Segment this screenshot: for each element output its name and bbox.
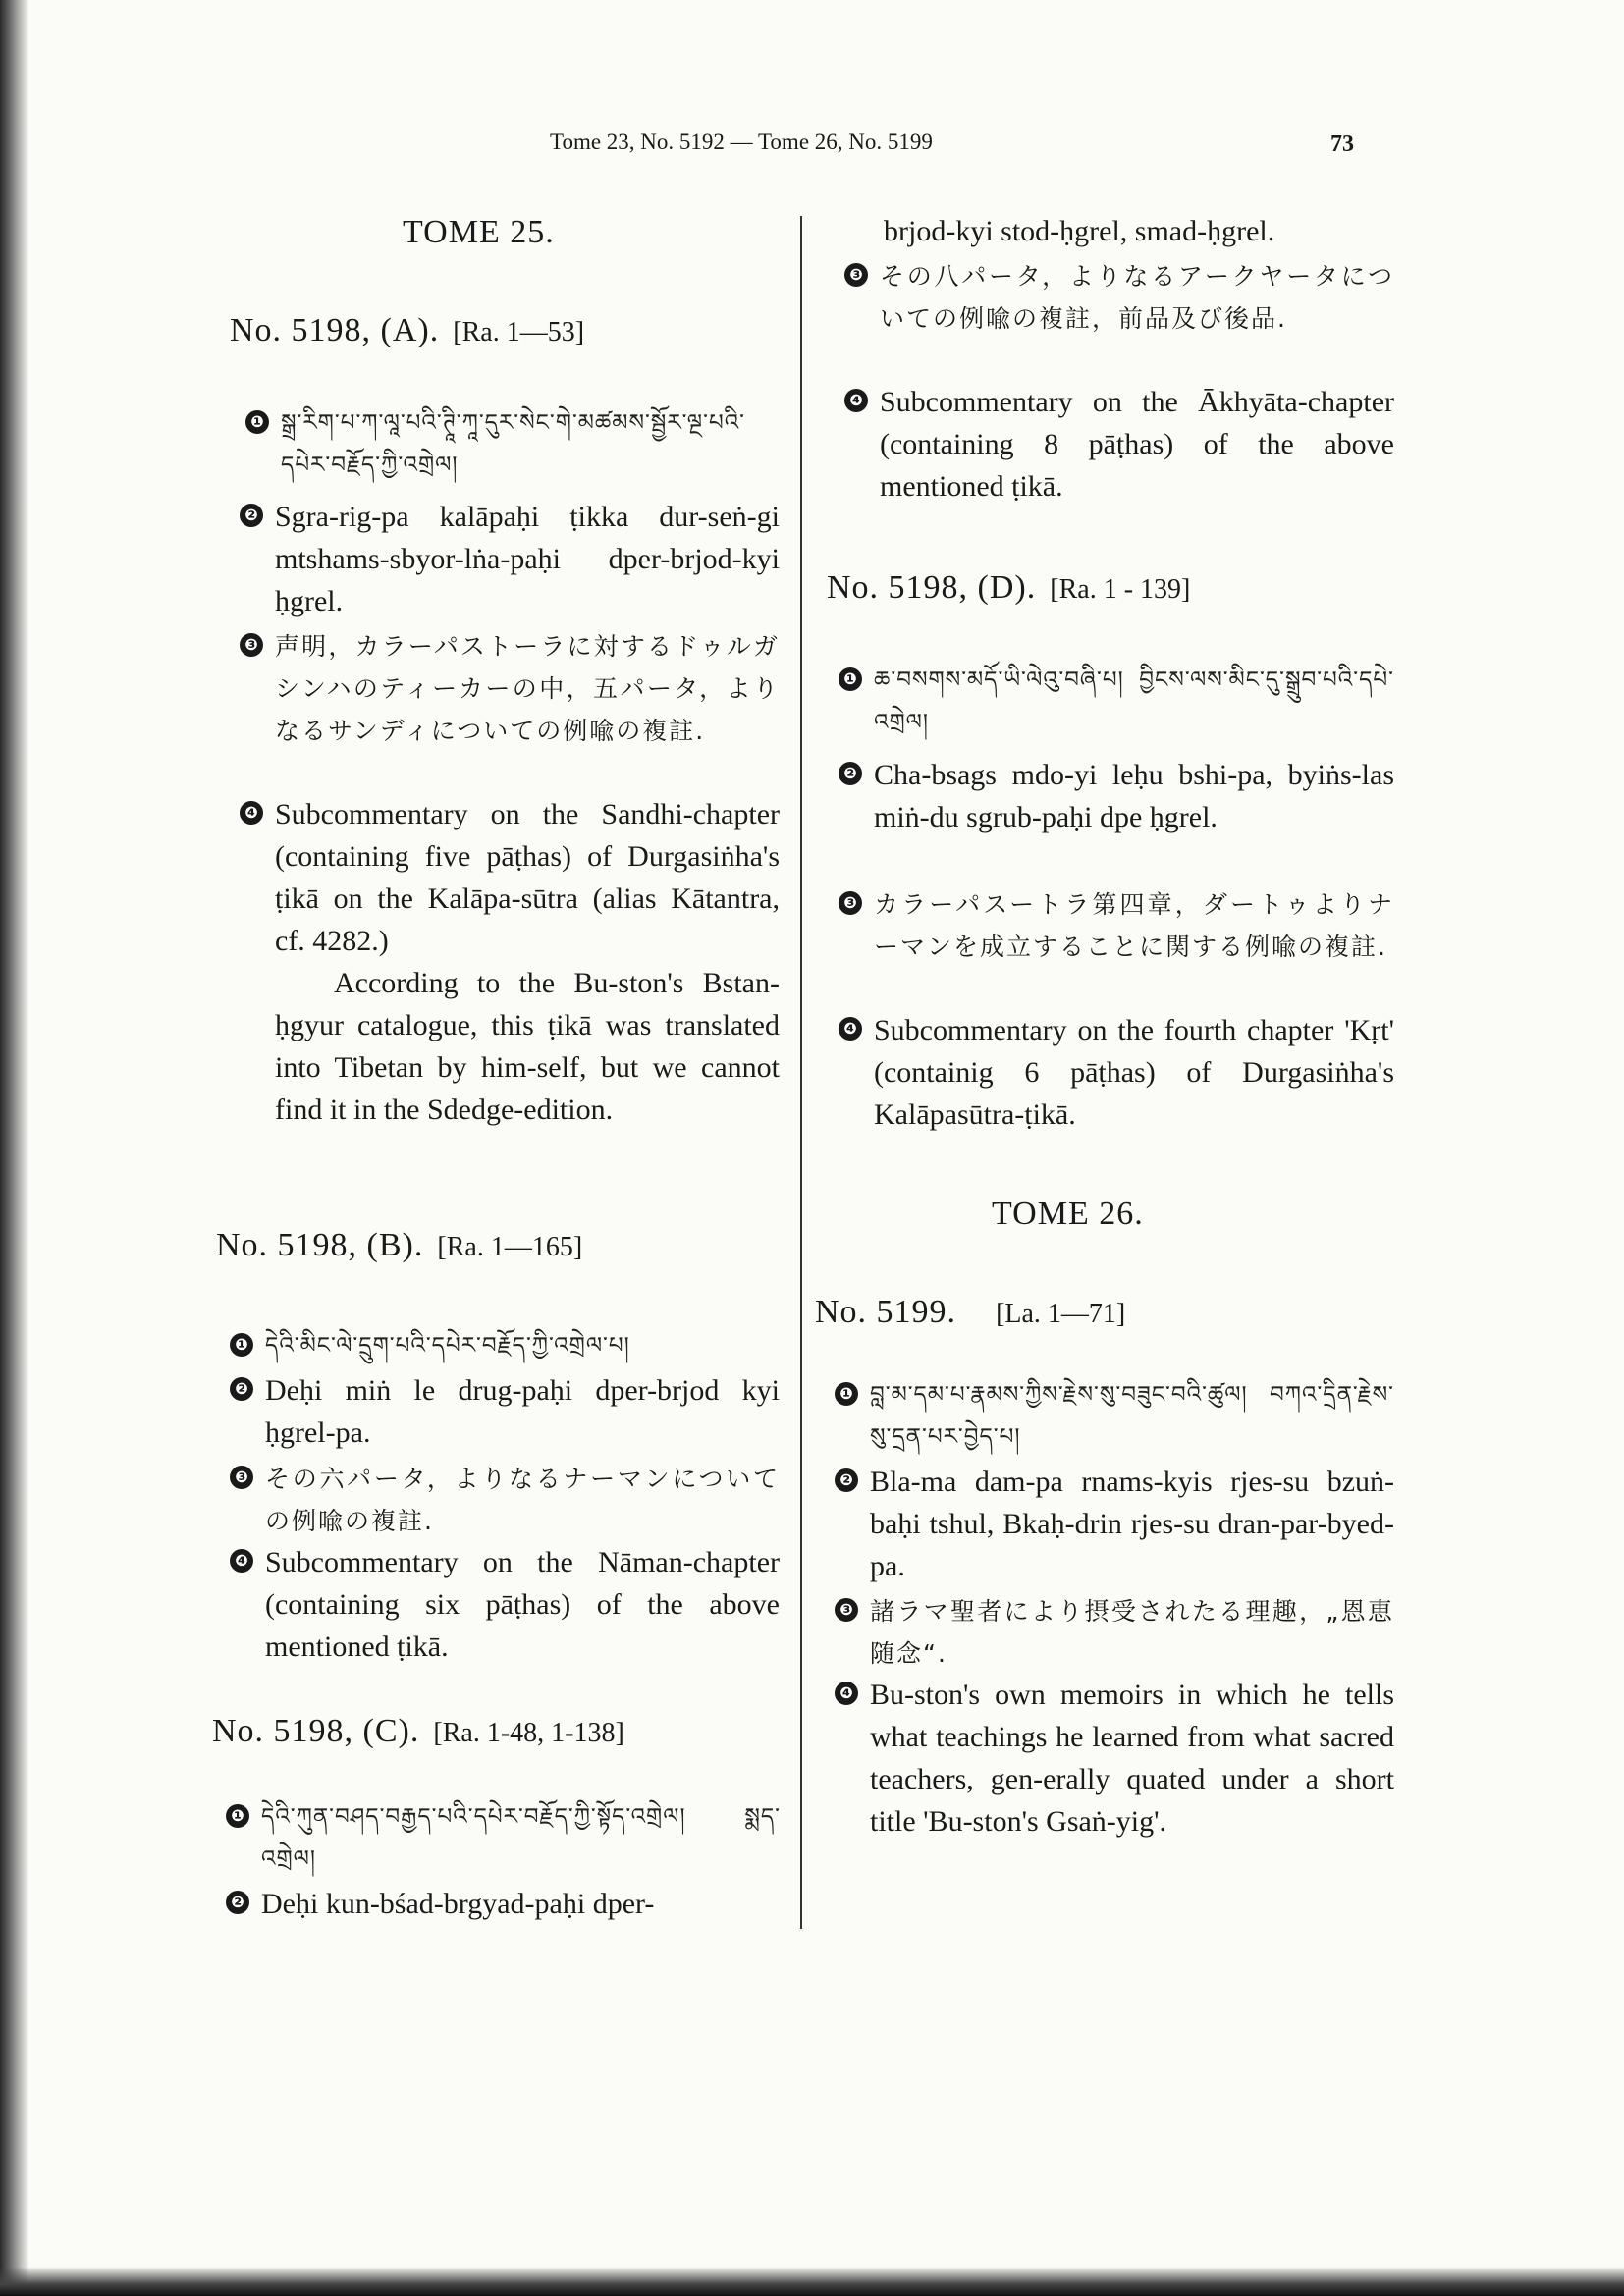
english-description: Subcommentary on the Sandhi-chapter (containing five pāṭhas) of Durgasiṅha's ṭikā on the Kalāpa-sūtra (alias Kātantra, cf. 4282.) <box>275 798 780 957</box>
entry-reference: [Ra. 1—53] <box>453 317 585 347</box>
japanese-title: 声明，カラーパストーラに対するドゥルガシンハのティーカーの中，五パータ，よりなるサンディについての例喩の複註. <box>275 632 780 745</box>
tibetan-title: དེའི་མིང་ལེ་དྲུག་པའི་དཔེར་བརྗོད་ཀྱི་འགྲེལ་པ། <box>265 1333 630 1359</box>
entry-5198c-romanized-continued: brjod-kyi stod-ḥgrel, smad-ḥgrel. <box>884 215 1275 247</box>
entry-5199-tibetan <box>835 1374 1394 1459</box>
entry-number: No. 5198, (B). <box>216 1227 424 1263</box>
entry-5198d-japanese <box>839 883 1394 968</box>
marker-4: ❹ <box>835 1682 858 1705</box>
romanized-title: Sgra-rig-pa kalāpaḥi ṭikka dur-seṅ-gi mtshams-sbyor-lṅa-paḥi dper-brjod-kyi ḥgrel. <box>275 501 780 617</box>
japanese-title: カラーパスートラ第四章，ダートゥよりナーマンを成立することに関する例喩の複註. <box>874 890 1394 961</box>
entry-number: No. 5198, (C). <box>212 1713 420 1749</box>
english-description: Subcommentary on the Nāman-chapter (containing six pāṭhas) of the above mentioned ṭikā. <box>265 1546 780 1663</box>
entry-5199-japanese <box>835 1590 1394 1675</box>
marker-2: ❷ <box>240 504 263 527</box>
marker-1: ❶ <box>835 1382 858 1406</box>
entry-5198a-english <box>240 793 780 962</box>
english-description: Subcommentary on the fourth chapter 'Kṛt' (containig 6 pāṭhas) of Durgasiṅha's Kalāpasūtra-ṭikā. <box>874 1014 1394 1131</box>
marker-2: ❷ <box>835 1468 858 1492</box>
entry-5198c-japanese <box>844 255 1394 340</box>
tibetan-title: སྒྲ་རིག་པ་ཀ་ལཱ་པའི་ཊཱི་ཀཱ་དུར་སེང་གེ་མཚམས་སྦྱོར་ལྔ་པའི་དཔེར་བརྗོད་ཀྱི་འགྲེལ། <box>281 410 746 478</box>
japanese-title: その八パータ，よりなるアークヤータについての例喩の複註，前品及び後品. <box>880 262 1394 333</box>
entry-5199-romanized <box>835 1461 1394 1587</box>
scan-edge-bottom <box>0 2267 1624 2296</box>
tibetan-title: བླ་མ་དམ་པ་རྣམས་ཀྱིས་རྗེས་སུ་བཟུང་བའི་ཚུལ། བཀའ་དྲིན་རྗེས་སུ་དྲན་པར་བྱེད་པ། <box>870 1382 1394 1450</box>
tibetan-title: དེའི་ཀུན་བཤད་བརྒྱད་པའི་དཔེར་བརྗོད་ཀྱི་སྟོད་འགྲེལ། སྨད་འགྲེལ། <box>261 1804 781 1872</box>
tome-25-title: TOME 25. <box>403 214 555 250</box>
entry-5198b-english <box>230 1541 780 1668</box>
entry-5198c-tibetan <box>226 1796 781 1881</box>
entry-number: No. 5199. <box>815 1294 957 1330</box>
marker-2: ❷ <box>839 762 862 785</box>
entry-5198b-japanese <box>230 1458 780 1542</box>
scan-edge-left <box>0 0 29 2296</box>
marker-3: ❸ <box>844 263 868 287</box>
entry-reference: [La. 1—71] <box>996 1299 1126 1329</box>
entry-5198b-tibetan <box>230 1325 780 1367</box>
entry-5199-english <box>835 1674 1394 1842</box>
japanese-title: その六パータ，よりなるナーマンについての例喩の複註. <box>265 1465 780 1535</box>
tibetan-title: ཆ་བསགས་མདོ་ཡི་ལེའུ་བཞི་པ། བྱིངས་ལས་མིང་དུ་སྒྲུབ་པའི་དཔེ་འགྲེལ། <box>874 667 1394 735</box>
marker-4: ❹ <box>839 1017 862 1041</box>
english-description: Bu-ston's own memoirs in which he tells what teachings he learned from what sacred teachers, gen-erally quated under a short title 'Bu-ston's Gsaṅ-yig'. <box>870 1679 1394 1838</box>
entry-5198d-romanized <box>839 754 1394 838</box>
page-number: 73 <box>1330 132 1354 157</box>
entry-number: No. 5198, (A). <box>230 312 440 348</box>
entry-reference: [Ra. 1 - 139] <box>1050 574 1191 605</box>
marker-2: ❷ <box>226 1891 249 1914</box>
entry-5198c-english <box>844 381 1394 507</box>
entry-5198b-romanized <box>230 1369 780 1454</box>
entry-reference: [Ra. 1—165] <box>437 1232 583 1262</box>
entry-number: No. 5198, (D). <box>827 569 1037 606</box>
entry-5199-heading <box>815 1294 1125 1331</box>
marker-3: ❸ <box>839 891 862 915</box>
romanized-title: Bla-ma dam-pa rnams-kyis rjes-su bzuṅ-baḥi tshul, Bkaḥ-drin rjes-su dran-par-byed-pa. <box>870 1466 1394 1582</box>
marker-1: ❶ <box>839 667 862 691</box>
tome-26-title: TOME 26. <box>992 1196 1144 1232</box>
entry-5198a-tibetan <box>245 402 781 487</box>
romanized-title: Cha-bsags mdo-yi leḥu bshi-pa, byiṅs-las miṅ-du sgrub-paḥi dpe ḥgrel. <box>874 759 1394 833</box>
entry-reference: [Ra. 1-48, 1-138] <box>433 1718 624 1748</box>
entry-5198c-heading <box>212 1713 624 1750</box>
marker-4: ❹ <box>240 801 263 825</box>
marker-1: ❶ <box>230 1333 253 1357</box>
japanese-title: 諸ラマ聖者により摂受されたる理趣，„恩恵随念“. <box>870 1597 1394 1668</box>
entry-5198d-english <box>839 1009 1394 1136</box>
running-head: Tome 23, No. 5192 — Tome 26, No. 5199 <box>550 130 933 154</box>
marker-2: ❷ <box>230 1377 253 1401</box>
marker-1: ❶ <box>226 1804 249 1828</box>
column-divider <box>800 216 802 1929</box>
entry-5198a-japanese <box>240 625 780 752</box>
entry-5198a-romanized <box>240 496 780 622</box>
english-description: Subcommentary on the Ākhyāta-chapter (containing 8 pāṭhas) of the above mentioned ṭikā. <box>880 386 1394 503</box>
entry-5198d-heading <box>827 569 1190 607</box>
entry-5198d-tibetan <box>839 660 1394 744</box>
romanized-title: Deḥi miṅ le drug-paḥi dper-brjod kyi ḥgrel-pa. <box>265 1374 780 1449</box>
entry-5198a-heading <box>230 312 584 349</box>
entry-5198a-note: According to the Bu-ston's Bstan-ḥgyur catalogue, this ṭikā was translated into Tibetan by him-self, but we cannot find it in the Sdedge-edition. <box>275 967 780 1126</box>
entry-5198c-romanized <box>226 1883 781 1925</box>
marker-3: ❸ <box>230 1466 253 1489</box>
marker-4: ❹ <box>844 389 868 412</box>
marker-1: ❶ <box>245 410 269 434</box>
marker-3: ❸ <box>240 633 263 657</box>
entry-5198b-heading <box>216 1227 582 1264</box>
romanized-title: Deḥi kun-bśad-brgyad-paḥi dper- <box>261 1888 655 1920</box>
marker-4: ❹ <box>230 1549 253 1573</box>
marker-3: ❸ <box>835 1598 858 1622</box>
